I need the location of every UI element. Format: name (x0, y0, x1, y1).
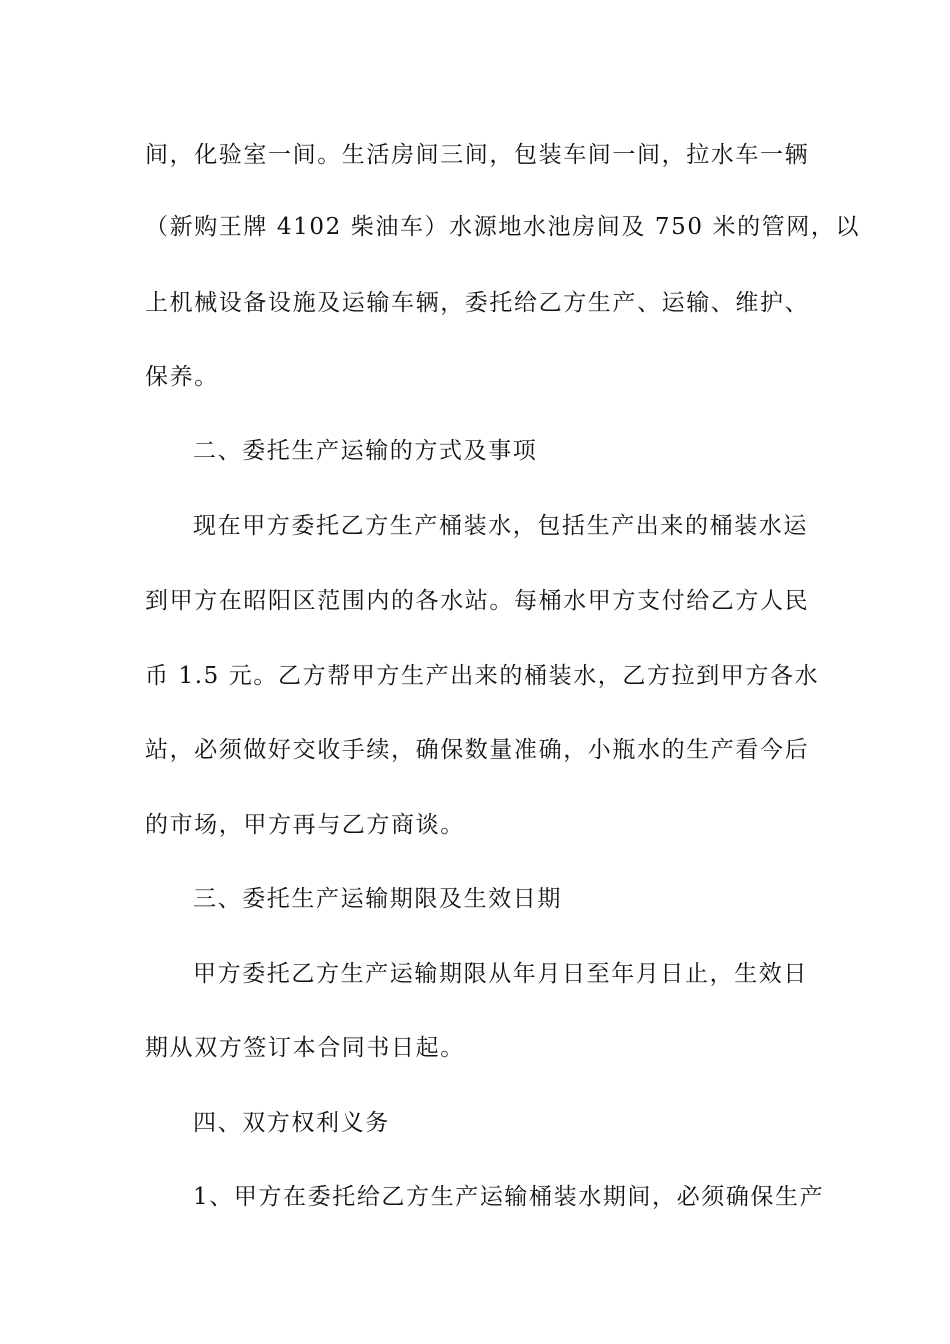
paragraph-line: 1、甲方在委托给乙方生产运输桶装水期间，必须确保生产 (193, 1184, 825, 1210)
section-heading: 二、委托生产运输的方式及事项 (193, 438, 538, 464)
paragraph-line: 间，化验室一间。生活房间三间，包装车间一间，拉水车一辆 (145, 142, 810, 168)
paragraph-line: 现在甲方委托乙方生产桶装水，包括生产出来的桶装水运 (193, 513, 808, 539)
paragraph-line: 期从双方签订本合同书日起。 (145, 1035, 465, 1061)
paragraph-line: 上机械设备设施及运输车辆，委托给乙方生产、运输、维护、 (145, 290, 810, 316)
section-heading: 三、委托生产运输期限及生效日期 (193, 886, 562, 912)
paragraph-line: 的市场，甲方再与乙方商谈。 (145, 812, 465, 838)
paragraph-line: 站，必须做好交收手续，确保数量准确，小瓶水的生产看今后 (145, 737, 810, 763)
section-heading: 四、双方权利义务 (193, 1110, 390, 1136)
paragraph-line: 保养。 (145, 364, 219, 390)
paragraph-line: 甲方委托乙方生产运输期限从年月日至年月日止，生效日 (193, 961, 808, 987)
paragraph-line: 币 1.5 元。乙方帮甲方生产出来的桶装水，乙方拉到甲方各水 (145, 663, 820, 689)
paragraph-line: 到甲方在昭阳区范围内的各水站。每桶水甲方支付给乙方人民 (145, 588, 810, 614)
paragraph-line: （新购王牌 4102 柴油车）水源地水池房间及 750 米的管网，以 (145, 214, 861, 240)
